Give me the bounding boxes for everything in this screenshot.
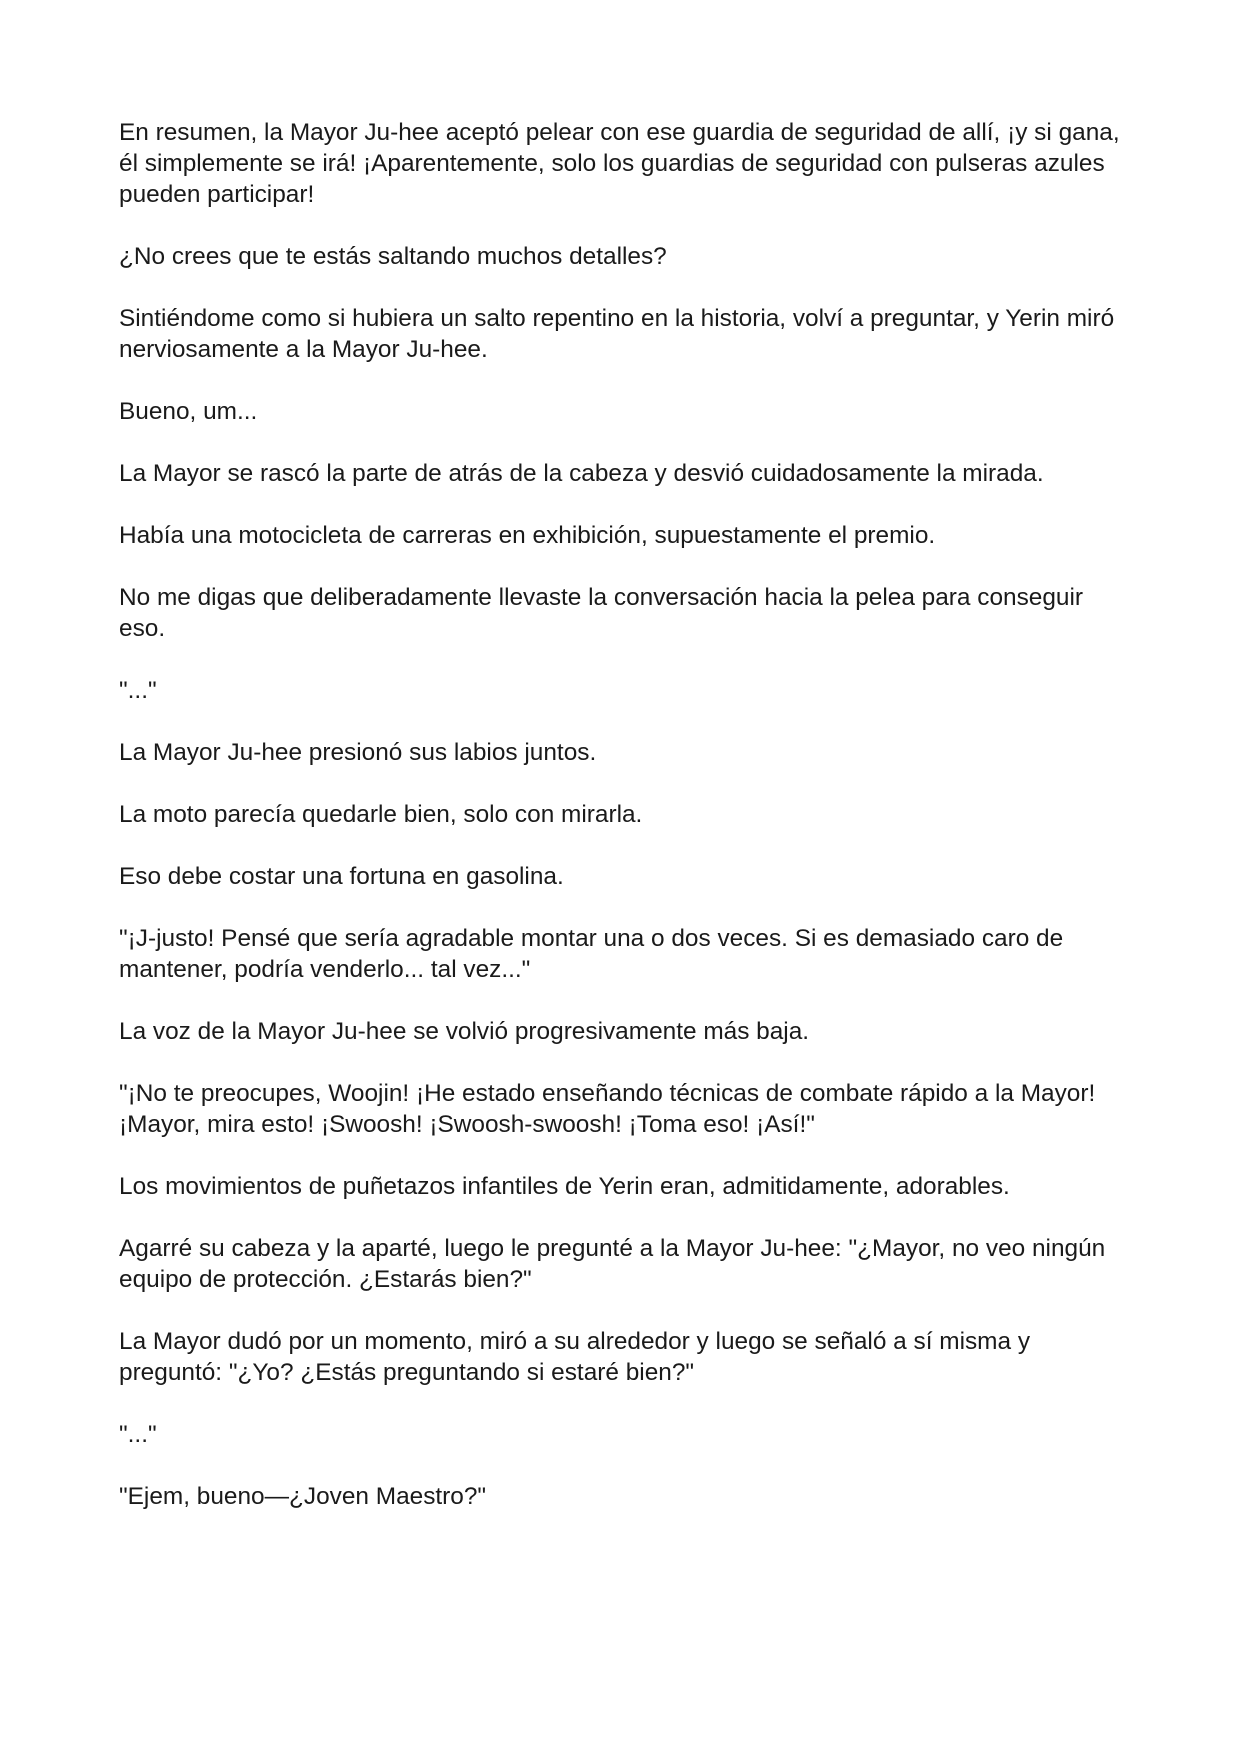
paragraph: La Mayor se rascó la parte de atrás de la cabeza y desvió cuidadosamente la mirada. [119, 460, 1044, 487]
paragraph: La moto parecía quedarle bien, solo con mirarla. [119, 801, 643, 828]
paragraph: ¿No crees que te estás saltando muchos detalles? [119, 243, 667, 270]
paragraph: "Ejem, bueno—¿Joven Maestro?" [119, 1483, 487, 1510]
paragraph: En resumen, la Mayor Ju-hee aceptó pelear con ese guardia de seguridad de allí, ¡y si gana, él simplemente se irá! ¡Aparentemente, solo los guardias de seguridad con pulseras azules pueden participar! [119, 119, 1120, 208]
paragraph: "..." [119, 677, 157, 704]
paragraph: "..." [119, 1421, 157, 1448]
paragraph: Los movimientos de puñetazos infantiles de Yerin eran, admitidamente, adorables. [119, 1173, 1010, 1200]
paragraph: La Mayor dudó por un momento, miró a su alrededor y luego se señaló a sí misma y preguntó: "¿Yo? ¿Estás preguntando si estaré bien?" [119, 1328, 1031, 1386]
paragraph: Bueno, um... [119, 398, 258, 425]
paragraph: La voz de la Mayor Ju-hee se volvió progresivamente más baja. [119, 1018, 810, 1045]
paragraph: No me digas que deliberadamente llevaste la conversación hacia la pelea para conseguir eso. [119, 584, 1084, 642]
paragraph: Había una motocicleta de carreras en exhibición, supuestamente el premio. [119, 522, 936, 549]
paragraph: "¡No te preocupes, Woojin! ¡He estado enseñando técnicas de combate rápido a la Mayor! ¡Mayor, mira esto! ¡Swoosh! ¡Swoosh-swoosh! ¡Toma eso! ¡Así!" [119, 1080, 1096, 1138]
paragraph: Agarré su cabeza y la aparté, luego le pregunté a la Mayor Ju-hee: "¿Mayor, no veo ningún equipo de protección. ¿Estarás bien?" [119, 1235, 1106, 1293]
paragraph: La Mayor Ju-hee presionó sus labios juntos. [119, 739, 597, 766]
paragraph: Sintiéndome como si hubiera un salto repentino en la historia, volví a preguntar, y Yerin miró nerviosamente a la Mayor Ju-hee. [119, 305, 1115, 363]
paragraph: Eso debe costar una fortuna en gasolina. [119, 863, 564, 890]
body-text [119, 117, 1129, 1543]
paragraph: "¡J-justo! Pensé que sería agradable montar una o dos veces. Si es demasiado caro de mantener, podría venderlo... tal vez..." [119, 925, 1064, 983]
